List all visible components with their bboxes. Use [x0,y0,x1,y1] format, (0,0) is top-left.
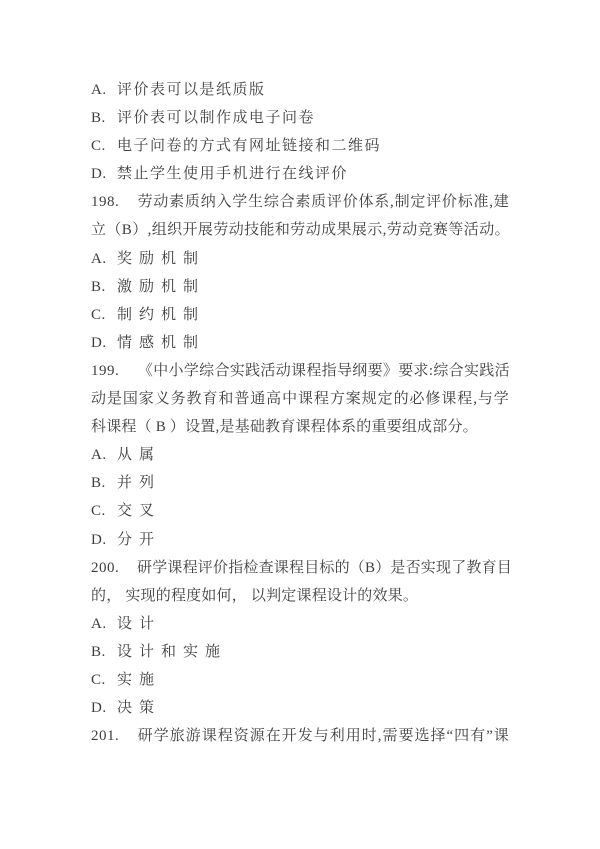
option-row [91,441,509,469]
option-row [91,160,509,188]
option-row [91,526,509,554]
option-row [91,610,509,638]
option-label: D. [91,166,107,183]
question-stem-line [91,722,509,750]
question-stem-line [91,554,513,582]
option-label: A. [91,615,107,632]
question-stem-text: 科课程（ B ）设置,是基础教育课程体系的重要组成部分。 [91,419,478,436]
option-text: 实施 [117,671,162,688]
question-number: 201. [91,728,120,745]
option-text: 分开 [117,531,162,548]
option-row [91,694,509,722]
option-label: C. [91,138,106,155]
option-label: A. [91,447,107,464]
question-stem-text: 立（B）,组织开展劳动技能和劳动成果展示,劳动竞赛等活动。 [91,222,509,239]
question-stem-line [91,582,509,610]
option-label: D. [91,531,107,548]
question-stem-line [91,188,509,216]
option-row [91,104,509,132]
question-stem-text: 研学旅游课程资源在开发与利用时,需要选择“四有”课 [137,728,509,745]
option-label: B. [91,643,106,660]
question-stem-line [91,385,509,413]
option-row [91,301,509,329]
option-text: 设计 [117,615,162,632]
option-label: A. [91,250,107,267]
option-label: B. [91,278,106,295]
option-label: B. [91,110,106,127]
question-stem-text: 研学课程评价指检查课程目标的（B）是否实现了教育目 [137,559,513,576]
option-text: 电子问卷的方式有网址链接和二维码 [117,138,382,155]
question-stem-text: 劳动素质纳入学生综合素质评价体系,制定评价标准,建 [137,194,509,211]
option-label: C. [91,306,106,323]
option-label: A. [91,82,107,98]
option-row [91,273,509,301]
option-row [91,132,509,160]
option-text: 情感机制 [117,334,206,351]
option-label: D. [91,334,107,351]
question-stem-text: 《中小学综合实践活动课程指导纲要》要求:综合实践活 [137,362,509,379]
question-stem-text: 的， 实现的程度如何， 以判定课程设计的效果。 [91,587,419,604]
option-text: 评价表可以是纸质版 [117,82,266,98]
question-number: 199. [91,362,120,379]
option-text: 激励机制 [117,278,206,295]
option-label: D. [91,700,107,717]
option-row [91,76,509,104]
option-text: 从属 [117,447,162,464]
question-number: 200. [91,559,120,576]
option-label: C. [91,503,106,520]
option-row [91,245,509,273]
option-label: C. [91,671,106,688]
option-text: 交叉 [117,503,162,520]
option-text: 禁止学生使用手机进行在线评价 [117,166,349,183]
option-row [91,469,509,497]
question-stem-line [91,413,509,441]
option-row [91,638,509,666]
option-text: 并列 [117,475,162,492]
question-number: 198. [91,194,120,211]
question-text-block [91,76,513,750]
option-row [91,329,509,357]
option-text: 制约机制 [117,306,206,323]
question-stem-line [91,357,509,385]
option-text: 设计和实施 [117,643,228,660]
question-stem-text: 动是国家义务教育和普通高中课程方案规定的必修课程,与学 [91,391,509,408]
question-stem-line [91,216,509,244]
option-label: B. [91,475,106,492]
option-text: 决策 [117,700,162,717]
option-text: 评价表可以制作成电子问卷 [117,110,316,127]
option-row [91,497,509,525]
option-text: 奖励机制 [117,250,206,267]
option-row [91,666,509,694]
